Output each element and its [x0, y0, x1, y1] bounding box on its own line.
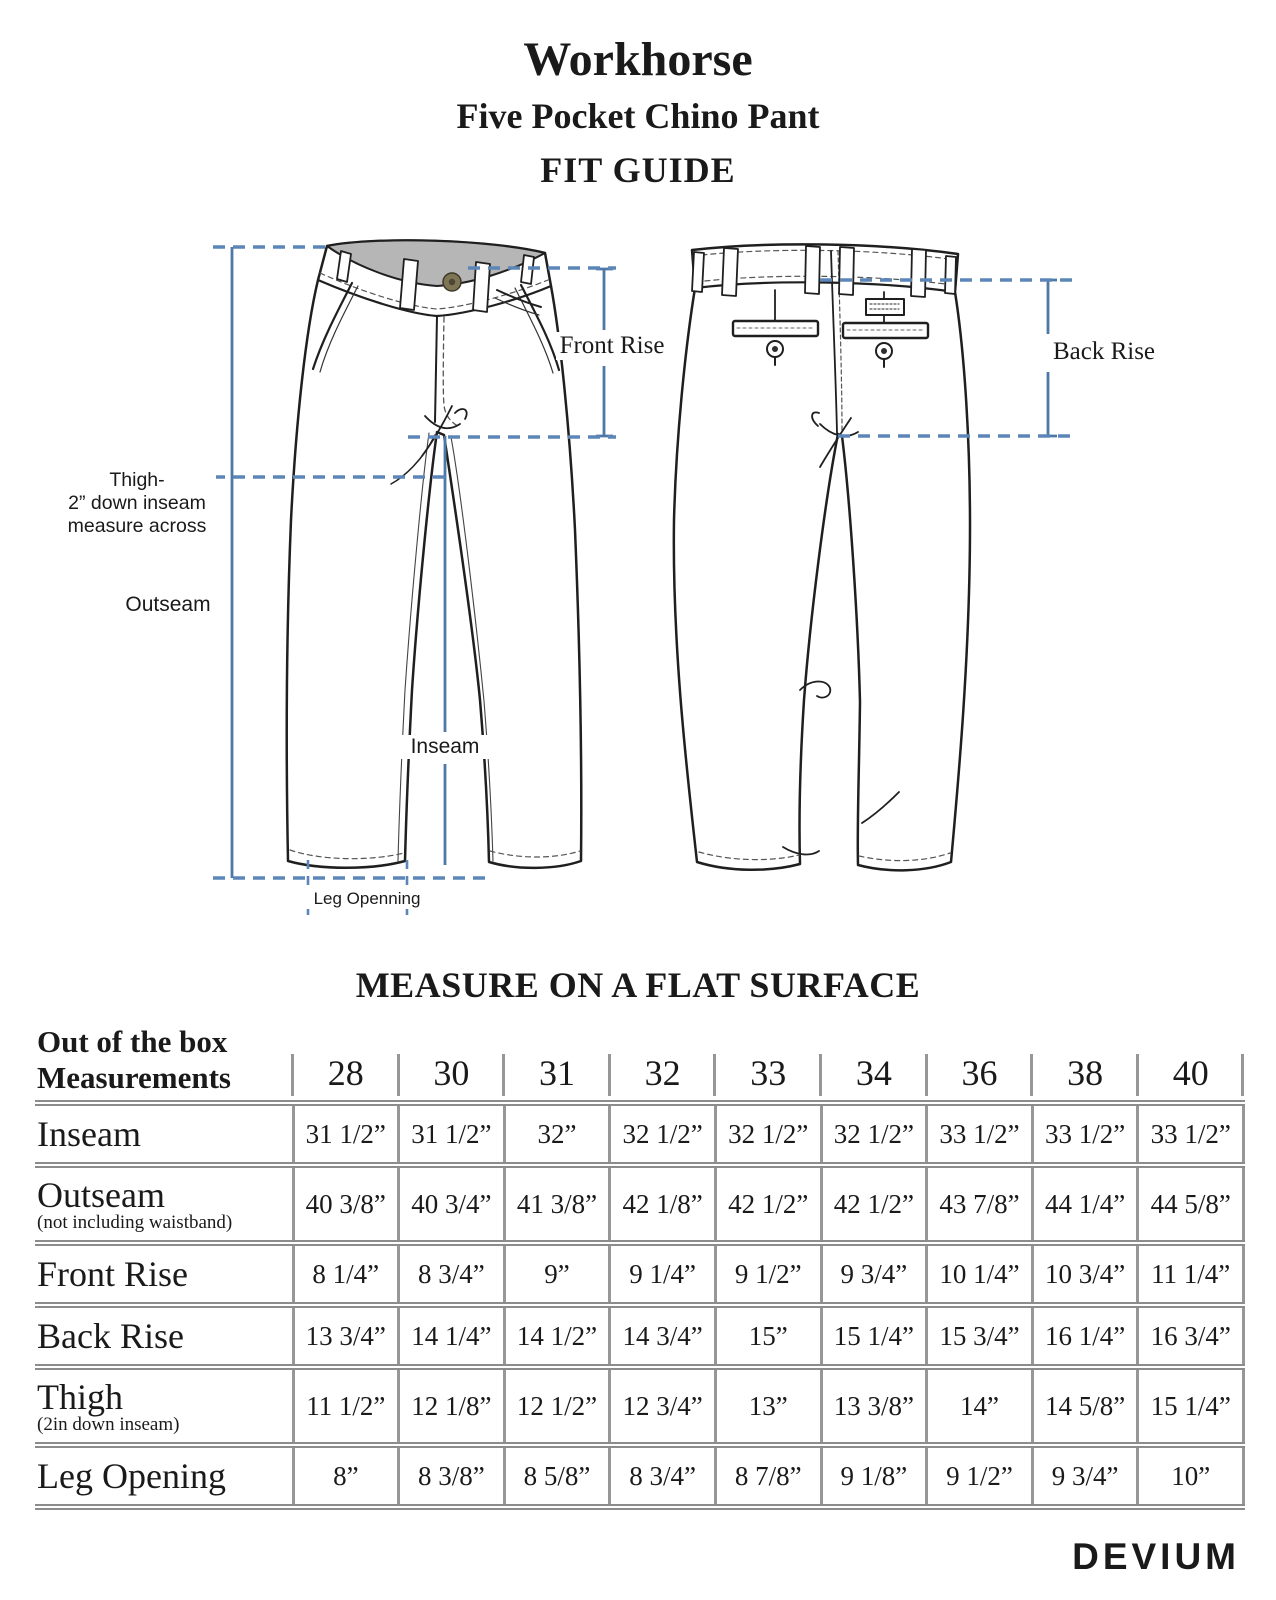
measurement-cell: 32 1/2”	[715, 1103, 821, 1165]
measurement-cell: 31 1/2”	[293, 1103, 399, 1165]
table-corner-header: Out of the box Measurements	[37, 1024, 231, 1095]
table-row-thigh	[35, 1367, 1244, 1445]
measurement-cell: 10”	[1138, 1445, 1244, 1507]
measurement-cell: 8 3/4”	[610, 1445, 716, 1507]
measurement-cell: 9”	[504, 1243, 610, 1305]
measurement-cell: 40 3/4”	[399, 1165, 505, 1243]
measurement-cell: 42 1/8”	[610, 1165, 716, 1243]
brand-title: Workhorse	[523, 33, 753, 86]
measurement-cell: 13 3/8”	[821, 1367, 927, 1445]
measurement-cell: 13”	[715, 1367, 821, 1445]
measurement-cell: 8 1/4”	[293, 1243, 399, 1305]
measurement-cell: 16 3/4”	[1138, 1305, 1244, 1367]
measurement-cell: 40 3/8”	[293, 1165, 399, 1243]
table-row-front-rise	[35, 1243, 1244, 1305]
measurement-cell: 12 1/2”	[504, 1367, 610, 1445]
measurement-cell: 44 5/8”	[1138, 1165, 1244, 1243]
size-header-row	[35, 1024, 1244, 1103]
size-column-header: 28	[293, 1024, 399, 1103]
measurement-cell: 42 1/2”	[821, 1165, 927, 1243]
measurement-cell: 9 1/8”	[821, 1445, 927, 1507]
measurement-cell: 41 3/8”	[504, 1165, 610, 1243]
brand-patch	[866, 299, 904, 315]
inseam-label: Inseam	[399, 735, 491, 759]
measurement-cell: 8 3/8”	[399, 1445, 505, 1507]
measurement-cell: 43 7/8”	[927, 1165, 1033, 1243]
measurement-cell: 15 1/4”	[821, 1305, 927, 1367]
measurement-cell: 33 1/2”	[1032, 1103, 1138, 1165]
measurement-cell: 9 1/2”	[927, 1445, 1033, 1507]
back-pants-drawing	[674, 244, 970, 870]
measurement-cell: 31 1/2”	[399, 1103, 505, 1165]
row-label: Front Rise	[37, 1254, 189, 1294]
measurement-cell: 9 1/2”	[715, 1243, 821, 1305]
measurement-cell: 16 1/4”	[1032, 1305, 1138, 1367]
measure-instruction-heading: MEASURE ON A FLAT SURFACE	[355, 965, 921, 1005]
measurement-cell: 32”	[504, 1103, 610, 1165]
measurement-cell: 33 1/2”	[927, 1103, 1033, 1165]
measurement-cell: 32 1/2”	[610, 1103, 716, 1165]
devium-logo: DEVIUM	[1072, 1536, 1240, 1577]
size-column-header: 31	[504, 1024, 610, 1103]
size-column-header: 36	[927, 1024, 1033, 1103]
size-column-header: 34	[821, 1024, 927, 1103]
measurement-cell: 9 1/4”	[610, 1243, 716, 1305]
row-label: Inseam	[37, 1114, 141, 1154]
measurement-cell: 9 3/4”	[1032, 1445, 1138, 1507]
size-chart-table	[35, 1024, 1245, 1510]
size-column-header: 33	[715, 1024, 821, 1103]
table-row-leg-opening	[35, 1445, 1244, 1507]
row-label: Leg Opening	[37, 1456, 226, 1496]
row-label: Back Rise	[37, 1316, 184, 1356]
measurement-cell: 44 1/4”	[1032, 1165, 1138, 1243]
front-pants-drawing	[287, 240, 581, 867]
measurement-cell: 11 1/2”	[293, 1367, 399, 1445]
thigh-label: Thigh- 2” down inseam measure across	[58, 469, 216, 538]
measurement-cell: 42 1/2”	[715, 1165, 821, 1243]
measurement-cell: 10 1/4”	[927, 1243, 1033, 1305]
measurement-cell: 14 5/8”	[1032, 1367, 1138, 1445]
table-row-inseam	[35, 1103, 1244, 1165]
measurement-cell: 12 3/4”	[610, 1367, 716, 1445]
measurement-cell: 15 3/4”	[927, 1305, 1033, 1367]
measurement-cell: 9 3/4”	[821, 1243, 927, 1305]
measurement-cell: 12 1/8”	[399, 1367, 505, 1445]
measurement-cell: 8 3/4”	[399, 1243, 505, 1305]
size-column-header: 32	[610, 1024, 716, 1103]
measurement-cell: 15”	[715, 1305, 821, 1367]
row-label: Outseam	[37, 1175, 165, 1215]
front-rise-label: Front Rise	[556, 332, 668, 360]
measurement-cell: 33 1/2”	[1138, 1103, 1244, 1165]
measurement-cell: 14 3/4”	[610, 1305, 716, 1367]
measurement-cell: 8 5/8”	[504, 1445, 610, 1507]
row-label: Thigh	[37, 1377, 123, 1417]
table-row-outseam	[35, 1165, 1244, 1243]
measurement-cell: 8 7/8”	[715, 1445, 821, 1507]
measurement-cell: 8”	[293, 1445, 399, 1507]
fit-diagram	[0, 220, 1276, 960]
row-label-note: (2in down inseam)	[37, 1414, 180, 1435]
measurement-cell: 14”	[927, 1367, 1033, 1445]
measurement-cell: 15 1/4”	[1138, 1367, 1244, 1445]
measurement-cell: 11 1/4”	[1138, 1243, 1244, 1305]
pants-technical-drawing	[0, 220, 1276, 960]
size-column-header: 30	[399, 1024, 505, 1103]
table-row-back-rise	[35, 1305, 1244, 1367]
size-column-header: 40	[1138, 1024, 1244, 1103]
back-rise-label: Back Rise	[1048, 338, 1160, 366]
measurement-cell: 14 1/4”	[399, 1305, 505, 1367]
row-label-note: (not including waistband)	[37, 1212, 233, 1233]
title-block	[0, 0, 1276, 192]
measurement-cell: 10 3/4”	[1032, 1243, 1138, 1305]
product-title: Five Pocket Chino Pant	[456, 96, 820, 136]
measurement-cell: 14 1/2”	[504, 1305, 610, 1367]
outseam-label: Outseam	[116, 593, 220, 617]
size-column-header: 38	[1032, 1024, 1138, 1103]
leg-opening-label: Leg Openning	[288, 889, 446, 909]
measurement-cell: 32 1/2”	[821, 1103, 927, 1165]
fit-guide-title: FIT GUIDE	[540, 150, 736, 190]
measurement-cell: 13 3/4”	[293, 1305, 399, 1367]
